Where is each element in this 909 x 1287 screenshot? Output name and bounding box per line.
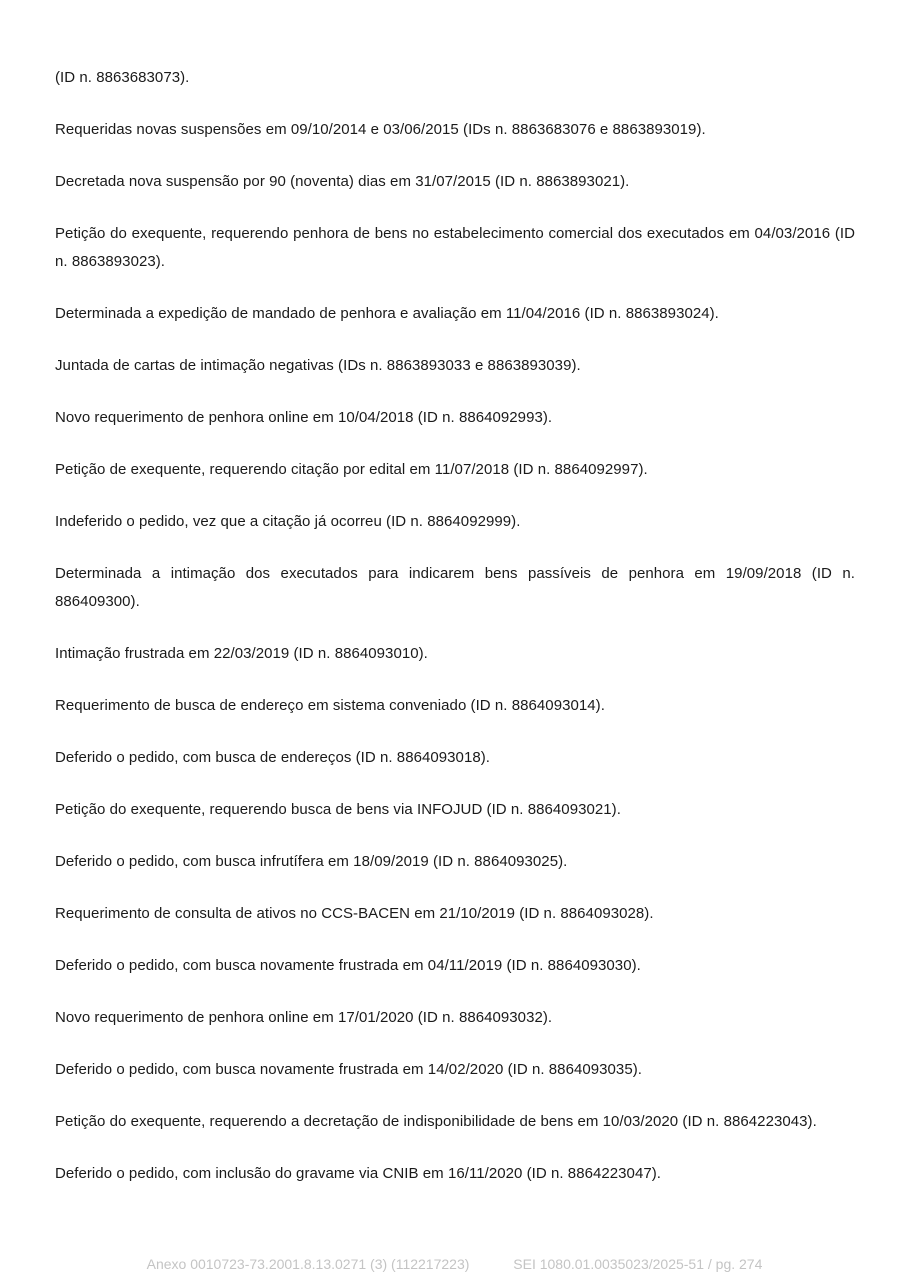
paragraph: Determinada a intimação dos executados para indicarem bens passíveis de penhora em 19/09/2018 (ID n. 886409300).	[55, 565, 855, 610]
footer-sei-page-reference: SEI 1080.01.0035023/2025-51 / pg. 274	[513, 1256, 763, 1272]
paragraph: Petição do exequente, requerendo busca de bens via INFOJUD (ID n. 8864093021).	[55, 801, 621, 818]
document-body	[55, 64, 855, 1212]
paragraph: Petição do exequente, requerendo penhora de bens no estabelecimento comercial dos executados em 04/03/2016 (ID n. 8863893023).	[55, 225, 855, 270]
paragraph: (ID n. 8863683073).	[55, 69, 190, 86]
paragraph: Juntada de cartas de intimação negativas (IDs n. 8863893033 e 8863893039).	[55, 357, 581, 374]
paragraph: Decretada nova suspensão por 90 (noventa) dias em 31/07/2015 (ID n. 8863893021).	[55, 173, 630, 190]
paragraph: Deferido o pedido, com busca novamente frustrada em 04/11/2019 (ID n. 8864093030).	[55, 957, 641, 974]
paragraph: Intimação frustrada em 22/03/2019 (ID n. 8864093010).	[55, 645, 428, 662]
paragraph: Indeferido o pedido, vez que a citação já ocorreu (ID n. 8864092999).	[55, 513, 521, 530]
paragraph: Deferido o pedido, com busca infrutífera em 18/09/2019 (ID n. 8864093025).	[55, 853, 568, 870]
paragraph: Petição do exequente, requerendo a decretação de indisponibilidade de bens em 10/03/2020 (ID n. 8864223043).	[55, 1113, 817, 1130]
paragraph: Requerimento de consulta de ativos no CCS-BACEN em 21/10/2019 (ID n. 8864093028).	[55, 905, 654, 922]
page-footer	[0, 1256, 909, 1272]
paragraph: Deferido o pedido, com busca de endereços (ID n. 8864093018).	[55, 749, 490, 766]
footer-annex-reference: Anexo 0010723-73.2001.8.13.0271 (3) (112217223)	[146, 1256, 470, 1272]
paragraph: Deferido o pedido, com inclusão do gravame via CNIB em 16/11/2020 (ID n. 8864223047).	[55, 1165, 661, 1182]
paragraph: Requeridas novas suspensões em 09/10/2014 e 03/06/2015 (IDs n. 8863683076 e 8863893019).	[55, 121, 706, 138]
paragraph: Requerimento de busca de endereço em sistema conveniado (ID n. 8864093014).	[55, 697, 605, 714]
paragraph: Determinada a expedição de mandado de penhora e avaliação em 11/04/2016 (ID n. 8863893024).	[55, 305, 719, 322]
paragraph: Novo requerimento de penhora online em 10/04/2018 (ID n. 8864092993).	[55, 409, 553, 426]
paragraph: Deferido o pedido, com busca novamente frustrada em 14/02/2020 (ID n. 8864093035).	[55, 1061, 642, 1078]
paragraph: Petição de exequente, requerendo citação por edital em 11/07/2018 (ID n. 8864092997).	[55, 461, 648, 478]
paragraph: Novo requerimento de penhora online em 17/01/2020 (ID n. 8864093032).	[55, 1009, 553, 1026]
